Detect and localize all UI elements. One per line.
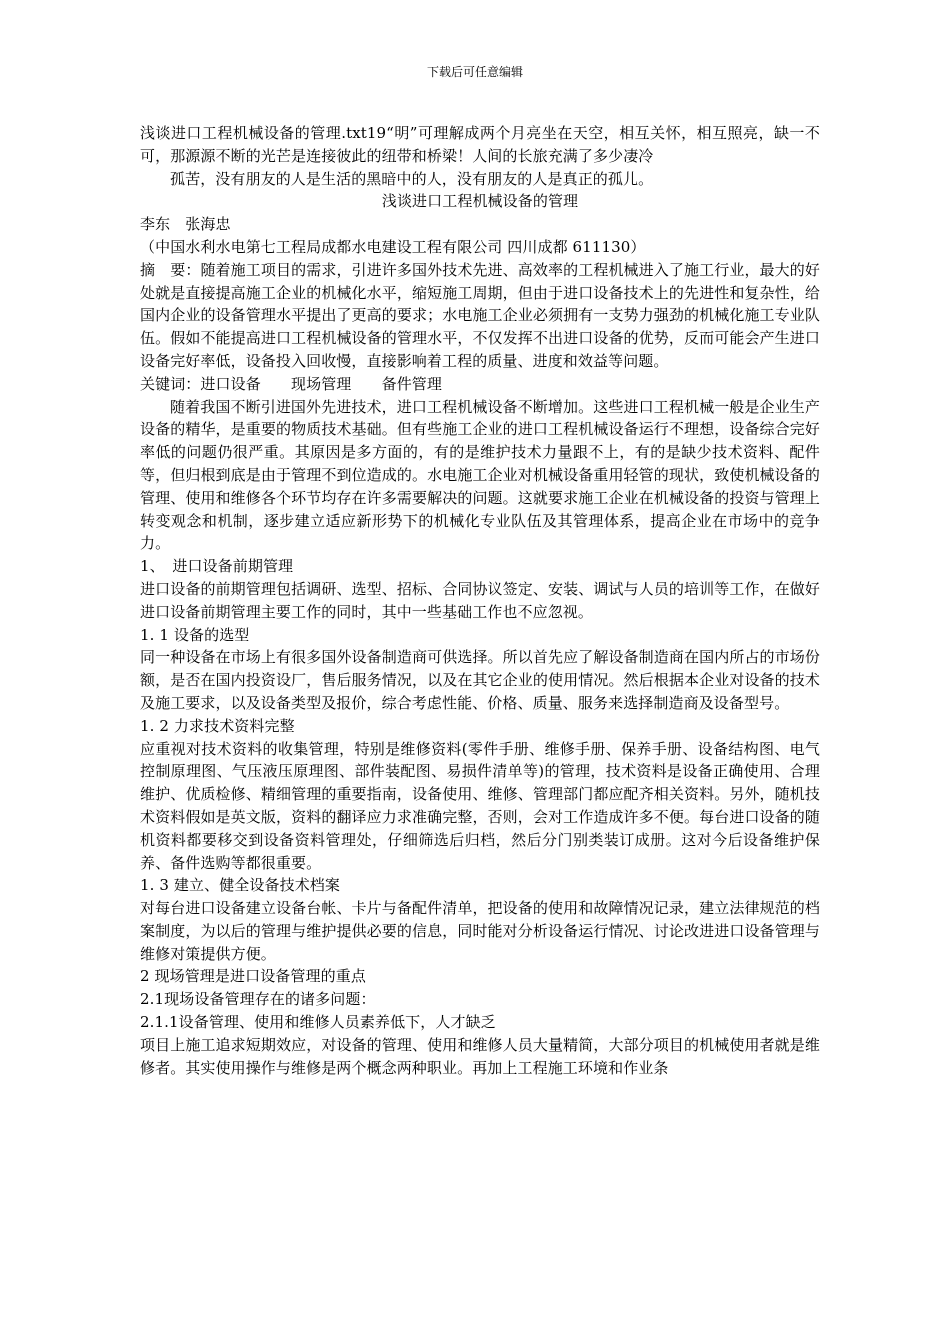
section-2-heading: 2 现场管理是进口设备管理的重点 bbox=[140, 967, 366, 986]
abstract: 摘 要：随着施工项目的需求，引进许多国外技术先进、高效率的工程机械进入了施工行业，最大的好处就是直接提高施工企业的机械化水平，缩短施工周期，但由于进口设备技术上的先进性和复杂性，给国内企业的设备管理水平提出了更高的要求；水电施工企业必须拥有一支势力强劲的机械化施工专业队伍。假如不能提高进口工程机械设备的管理水平，不仅发挥不出进口设备的优势，反而可能会产生进口设备完好率低，设备投入回收慢，直接影响着工程的质量、进度和效益等问题。 bbox=[140, 260, 820, 370]
section-2-1-1-heading: 2.1.1设备管理、使用和维修人员素养低下，人才缺乏 bbox=[140, 1013, 496, 1032]
affiliation: （中国水利水电第七工程局成都水电建设工程有限公司 四川成都 611130） bbox=[140, 237, 646, 256]
section-1-2-heading: 1. 2 力求技术资料完整 bbox=[140, 716, 295, 735]
section-1-1-heading: 1. 1 设备的选型 bbox=[140, 625, 250, 644]
section-1-paragraph: 进口设备的前期管理包括调研、选型、招标、合同协议签定、安装、调试与人员的培训等工作，在做好进口设备前期管理主要工作的同时，其中一些基础工作也不应忽视。 bbox=[140, 579, 820, 621]
intro-text: 浅谈进口工程机械设备的管理.txt19“明”可理解成两个月亮坐在天空，相互关怀，相互照亮，缺一不可，那源源不断的光芒是连接彼此的纽带和桥梁！人间的长旅充满了多少凄冷 bbox=[140, 124, 820, 165]
article-title: 浅谈进口工程机械设备的管理 bbox=[381, 192, 579, 211]
authors: 李东 张海忠 bbox=[140, 215, 231, 234]
document-body bbox=[140, 122, 820, 1079]
section-2-1-heading: 2.1现场设备管理存在的诸多问题： bbox=[140, 990, 376, 1009]
section-1-2-paragraph: 应重视对技术资料的收集管理，特别是维修资料(零件手册、维修手册、保养手册、设备结构图、电气控制原理图、气压液压原理图、部件装配图、易损件清单等)的管理，技术资料是设备正确使用、合理维护、优质检修、精细管理的重要指南，设备使用、维修、管理部门都应配齐相关资料。另外，随机技术资料假如是英文版，资料的翻译应力求准确完整，否则，会对工作造成许多不便。每台进口设备的随机资料都要移交到设备资料管理处，仔细筛选后归档，然后分门别类装订成册。这对今后设备维护保养、备件选购等都很重要。 bbox=[140, 739, 820, 872]
section-1-3-heading: 1. 3 建立、健全设备技术档案 bbox=[140, 876, 340, 895]
intro-text-continued: 孤苦，没有朋友的人是生活的黑暗中的人，没有朋友的人是真正的孤儿。 bbox=[170, 169, 654, 188]
keywords: 关键词：进口设备 现场管理 备件管理 bbox=[140, 374, 443, 393]
section-2-1-1-paragraph: 项目上施工追求短期效应，对设备的管理、使用和维修人员大量精简，大部分项目的机械使用者就是维修者。其实使用操作与维修是两个概念两种职业。再加上工程施工环境和作业条 bbox=[140, 1035, 820, 1077]
intro-paragraph: 随着我国不断引进国外先进技术，进口工程机械设备不断增加。这些进口工程机械一般是企业生产设备的精华，是重要的物质技术基础。但有些施工企业的进口工程机械设备运行不理想，设备综合完好率低的问题仍很严重。其原因是多方面的，有的是维护技术力量跟不上，有的是缺少技术资料、配件等，但归根到底是由于管理不到位造成的。水电施工企业对机械设备重用轻管的现状，致使机械设备的管理、使用和维修各个环节均存在许多需要解决的问题。这就要求施工企业在机械设备的投资与管理上转变观念和机制，逐步建立适应新形势下的机械化专业队伍及其管理体系，提高企业在市场中的竞争力。 bbox=[140, 397, 820, 553]
page-header: 下载后可任意编辑 bbox=[426, 65, 523, 79]
section-1-3-paragraph: 对每台进口设备建立设备台帐、卡片与备配件清单，把设备的使用和故障情况记录，建立法律规范的档案制度，为以后的管理与维护提供必要的信息，同时能对分析设备运行情况、讨论改进进口设备管理与维修对策提供方便。 bbox=[140, 899, 820, 963]
section-1-1-paragraph: 同一种设备在市场上有很多国外设备制造商可供选择。所以首先应了解设备制造商在国内所占的市场份额，是否在国内投资设厂，售后服务情况，以及在其它企业的使用情况。然后根据本企业对设备的技术及施工要求，以及设备类型及报价，综合考虑性能、价格、质量、服务来选择制造商及设备型号。 bbox=[140, 648, 820, 712]
section-1-heading: 1、 进口设备前期管理 bbox=[140, 557, 294, 576]
